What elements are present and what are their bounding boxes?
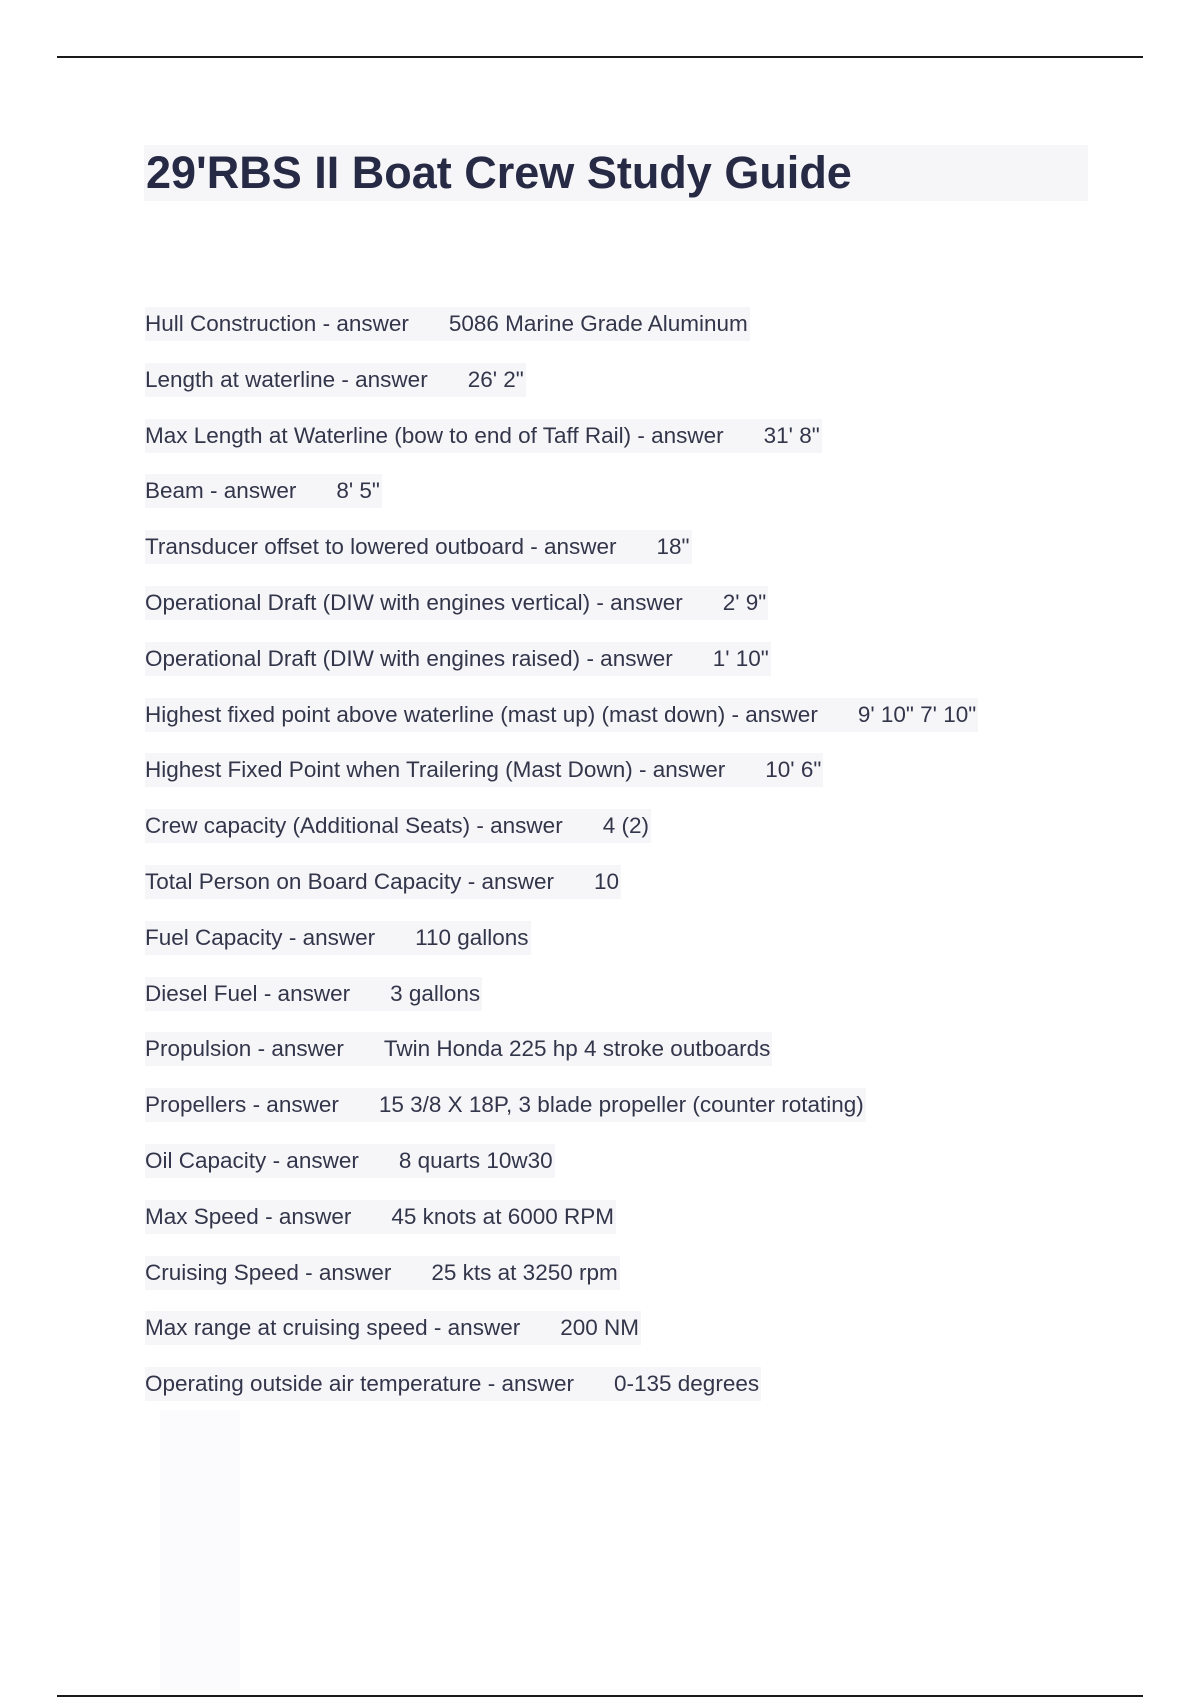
- question-text: Hull Construction: [145, 311, 317, 336]
- answer-text: 110 gallons: [415, 924, 529, 950]
- qa-item: [145, 1088, 1145, 1144]
- qa-item: [145, 1144, 1145, 1200]
- qa-item: [145, 698, 1145, 754]
- qa-line: [145, 698, 978, 732]
- answer-separator: - answer: [586, 645, 673, 671]
- answer-text: 31' 8": [763, 422, 820, 448]
- answer-text: 3 gallons: [390, 980, 481, 1006]
- answer-separator: - answer: [530, 534, 617, 560]
- qa-item: [145, 419, 1145, 475]
- question-text: Max Length at Waterline (bow to end of Taff Rail): [145, 422, 632, 448]
- question-text: Max Speed: [145, 1203, 259, 1229]
- answer-text: 10: [593, 868, 620, 894]
- question-text: Diesel Fuel: [145, 980, 258, 1006]
- qa-item: [145, 363, 1145, 419]
- question-text: Highest fixed point above waterline (mast up) (mast down): [145, 701, 726, 727]
- qa-item: [145, 307, 1145, 363]
- qa-line: [145, 921, 531, 955]
- question-text: Operating outside air temperature: [145, 1371, 482, 1397]
- qa-item: [145, 1032, 1145, 1088]
- qa-line: [145, 586, 768, 620]
- qa-line: [145, 1311, 641, 1345]
- answer-text: 26' 2": [467, 366, 524, 392]
- qa-item: [145, 865, 1145, 921]
- qa-line: [145, 1200, 616, 1234]
- answer-separator: - answer: [637, 422, 724, 448]
- qa-line: [145, 865, 621, 899]
- answer-separator: - answer: [210, 478, 297, 504]
- answer-separator: - answer: [341, 366, 428, 392]
- answer-separator: - answer: [288, 924, 376, 950]
- qa-line: [145, 1088, 866, 1122]
- answer-separator: - answer: [467, 868, 554, 894]
- qa-item: [145, 753, 1145, 809]
- answer-text: Twin Honda 225 hp 4 stroke outboards: [383, 1036, 771, 1062]
- question-text: Total Person on Board Capacity: [145, 868, 462, 894]
- answer-separator: - answer: [487, 1371, 574, 1397]
- answer-text: 10' 6": [765, 757, 822, 783]
- qa-item: [145, 586, 1145, 642]
- qa-line: [145, 1032, 772, 1066]
- answer-text: 4 (2): [602, 813, 649, 839]
- answer-separator: - answer: [305, 1259, 392, 1285]
- question-text: Propellers: [145, 1092, 247, 1118]
- qa-line: [145, 307, 750, 341]
- background-shade: [160, 1410, 240, 1690]
- qa-line: [145, 363, 526, 397]
- qa-line: [145, 642, 771, 676]
- question-text: Transducer offset to lowered outboard: [145, 534, 524, 560]
- answer-separator: - answer: [265, 1203, 352, 1229]
- answer-separator: - answer: [272, 1147, 359, 1173]
- qa-item: [145, 474, 1145, 530]
- question-text: Max range at cruising speed: [145, 1315, 428, 1341]
- qa-item: [145, 977, 1145, 1033]
- answer-separator: - answer: [596, 589, 683, 615]
- question-text: Length at waterline: [145, 366, 336, 392]
- answer-text: 18": [656, 534, 690, 560]
- answer-separator: - answer: [638, 757, 726, 783]
- answer-text: 1' 10": [712, 645, 769, 671]
- qa-line: [145, 474, 382, 508]
- qa-item: [145, 809, 1145, 865]
- answer-text: 0-135 degrees: [613, 1371, 760, 1397]
- answer-text: 8 quarts 10w30: [398, 1147, 553, 1173]
- question-text: Highest Fixed Point when Trailering (Mast Down): [145, 757, 633, 783]
- question-text: Cruising Speed: [145, 1259, 299, 1285]
- qa-line: [145, 530, 692, 564]
- answer-text: 25 kts at 3250 rpm: [431, 1259, 618, 1285]
- question-text: Fuel Capacity: [145, 924, 283, 950]
- qa-line: [145, 753, 823, 787]
- answer-separator: - answer: [322, 311, 409, 336]
- question-text: Crew capacity (Additional Seats): [145, 813, 471, 839]
- question-text: Operational Draft (DIW with engines vertical): [145, 589, 591, 615]
- answer-text: 5086 Marine Grade Aluminum: [448, 311, 748, 336]
- question-text: Oil Capacity: [145, 1147, 267, 1173]
- qa-line: [145, 809, 651, 843]
- qa-item: [145, 1256, 1145, 1312]
- qa-list: [145, 307, 1145, 1423]
- answer-separator: - answer: [252, 1092, 339, 1118]
- answer-text: 45 knots at 6000 RPM: [391, 1203, 615, 1229]
- question-text: Operational Draft (DIW with engines raised): [145, 645, 581, 671]
- answer-text: 200 NM: [560, 1315, 639, 1341]
- question-text: Beam: [145, 478, 204, 504]
- qa-line: [145, 1256, 620, 1290]
- answer-separator: - answer: [731, 701, 818, 727]
- question-text: Propulsion: [145, 1036, 252, 1062]
- answer-text: 2' 9": [722, 589, 767, 615]
- bottom-rule: [57, 1695, 1143, 1697]
- qa-item: [145, 921, 1145, 977]
- answer-text: 15 3/8 X 18P, 3 blade propeller (counter rotating): [378, 1092, 864, 1118]
- answer-separator: - answer: [433, 1315, 521, 1341]
- qa-item: [145, 1367, 1145, 1423]
- qa-line: [145, 1367, 761, 1401]
- title-block: [144, 145, 1088, 201]
- qa-item: [145, 1200, 1145, 1256]
- qa-item: [145, 642, 1145, 698]
- answer-separator: - answer: [263, 980, 351, 1006]
- top-rule: [57, 56, 1143, 58]
- answer-text: 8' 5": [336, 478, 380, 504]
- qa-item: [145, 530, 1145, 586]
- qa-line: [145, 977, 482, 1011]
- answer-separator: - answer: [476, 813, 563, 839]
- answer-text: 9' 10" 7' 10": [857, 701, 977, 727]
- qa-item: [145, 1311, 1145, 1367]
- qa-line: [145, 1144, 555, 1178]
- answer-separator: - answer: [257, 1036, 344, 1062]
- qa-line: [145, 419, 822, 453]
- page-title: 29'RBS II Boat Crew Study Guide: [146, 147, 852, 198]
